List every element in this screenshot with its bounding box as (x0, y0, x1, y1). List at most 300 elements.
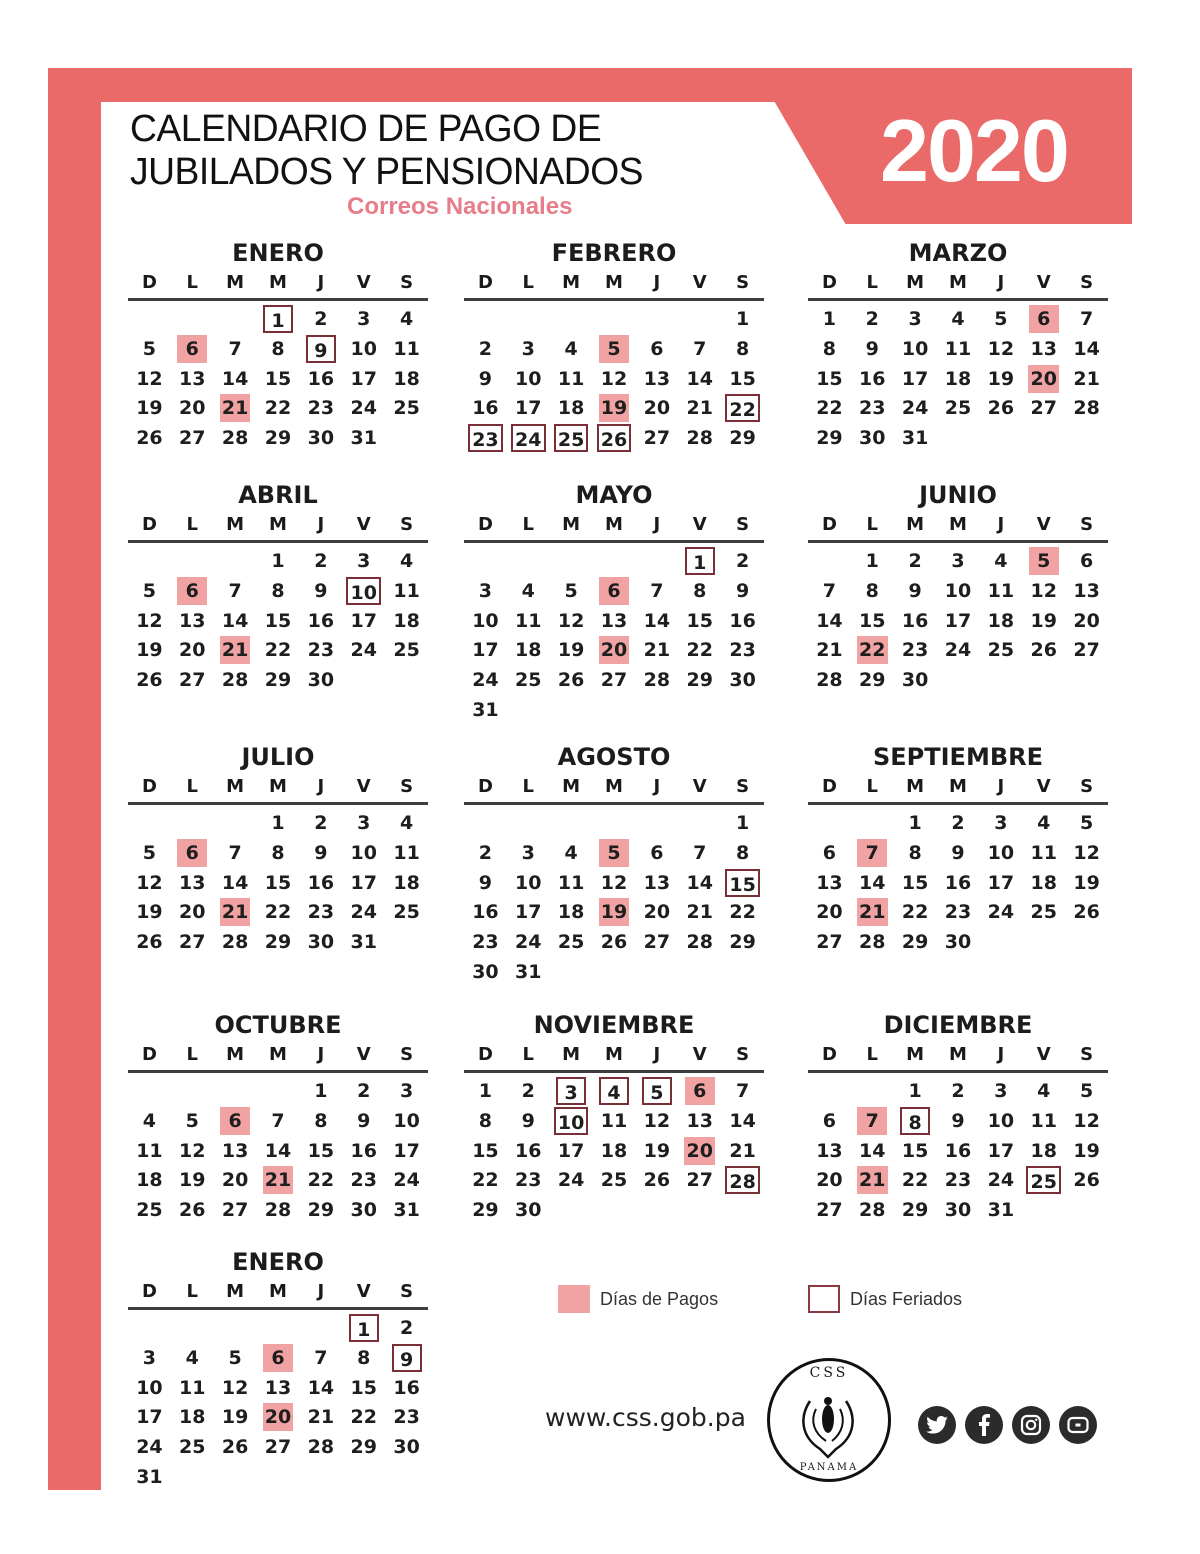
day-number: 10 (901, 337, 929, 360)
month-abril-2020 (128, 478, 428, 696)
payment-day-cell (593, 898, 636, 928)
weekday-header: D (477, 272, 493, 293)
day-cell (507, 394, 550, 424)
day-cell (342, 335, 385, 365)
day-number: 22 (857, 636, 887, 664)
day-number: 3 (521, 841, 535, 864)
day-number: 3 (908, 308, 922, 330)
weekday-header: S (400, 514, 414, 535)
day-number: 20 (816, 901, 843, 924)
day-number: 19 (599, 394, 629, 422)
day-cell (979, 1107, 1022, 1137)
day-cell (299, 365, 342, 395)
payment-day-cell (257, 1403, 300, 1433)
weekday-header: M (562, 776, 581, 797)
empty-cell (171, 1077, 214, 1107)
weekday-header: V (692, 514, 707, 535)
day-number: 22 (725, 394, 759, 422)
day-number: 26 (136, 427, 163, 450)
day-cell (593, 1166, 636, 1196)
day-number: 9 (314, 579, 328, 602)
twitter-icon[interactable] (918, 1406, 956, 1444)
day-number: 3 (951, 550, 965, 572)
day-number: 25 (554, 424, 588, 452)
day-cell (894, 1077, 937, 1107)
payment-day-cell (678, 1077, 721, 1107)
day-cell (808, 928, 851, 958)
day-cell (385, 1077, 428, 1107)
weekday-header-row (128, 1042, 428, 1073)
day-cell (464, 1166, 507, 1196)
day-number: 19 (1073, 1139, 1100, 1162)
day-number: 21 (857, 1166, 887, 1194)
day-cell (507, 365, 550, 395)
payment-day-cell (593, 335, 636, 365)
day-number: 22 (686, 639, 713, 662)
day-cell (385, 1137, 428, 1167)
day-cell (678, 394, 721, 424)
day-number: 12 (600, 871, 628, 894)
day-cell (937, 394, 980, 424)
empty-cell (464, 305, 507, 335)
day-cell (1065, 1137, 1108, 1167)
day-number: 6 (650, 841, 664, 864)
day-cell (721, 809, 764, 839)
day-number: 26 (597, 424, 631, 452)
day-cell (808, 424, 851, 454)
day-number: 31 (901, 427, 929, 450)
weekday-header: M (949, 776, 967, 797)
day-cell (507, 839, 550, 869)
day-number: 14 (307, 1376, 335, 1399)
payment-day-cell (678, 1137, 721, 1167)
day-cell (979, 1166, 1022, 1196)
weekday-header: L (186, 776, 199, 797)
day-cell (678, 839, 721, 869)
day-number: 4 (994, 550, 1008, 572)
day-number: 9 (306, 335, 336, 363)
day-cell (128, 666, 171, 696)
weekday-header: D (477, 514, 493, 535)
day-number: 24 (901, 397, 929, 420)
day-cell (128, 1463, 171, 1493)
legend-payment (558, 1285, 718, 1313)
weekday-header: L (866, 514, 879, 535)
day-number: 30 (515, 1199, 542, 1222)
day-cell (507, 577, 550, 607)
weekday-header: V (356, 776, 371, 797)
day-cell (808, 666, 851, 696)
day-cell (299, 1403, 342, 1433)
day-number: 4 (399, 812, 414, 834)
day-number: 9 (357, 1109, 371, 1132)
day-number: 3 (478, 579, 493, 602)
instagram-icon[interactable] (1012, 1406, 1050, 1444)
day-cell (464, 335, 507, 365)
day-number: 28 (221, 669, 249, 692)
payment-day-cell (214, 898, 257, 928)
day-number: 4 (1037, 1080, 1051, 1102)
day-number: 23 (944, 901, 972, 924)
day-cell (214, 928, 257, 958)
day-cell (979, 1077, 1022, 1107)
day-number: 25 (1030, 901, 1057, 924)
days-grid (128, 1077, 428, 1226)
day-number: 6 (650, 337, 664, 360)
weekday-header: M (226, 1281, 245, 1302)
day-cell (385, 1403, 428, 1433)
weekday-header: J (997, 776, 1005, 797)
month-title: ABRIL (238, 481, 318, 509)
website-link[interactable]: www.css.gob.pa (545, 1403, 746, 1432)
day-number: 2 (399, 1317, 414, 1339)
day-cell (299, 809, 342, 839)
day-cell (1065, 636, 1108, 666)
day-cell (1022, 809, 1065, 839)
day-cell (214, 869, 257, 899)
day-cell (979, 1196, 1022, 1226)
day-number: 16 (393, 1376, 420, 1399)
day-number: 5 (1079, 812, 1094, 834)
day-number: 19 (557, 639, 585, 662)
weekday-header: S (400, 1044, 414, 1065)
title-line-1: CALENDARIO DE PAGO DE (130, 108, 602, 150)
day-number: 5 (642, 1077, 672, 1105)
day-cell (937, 869, 980, 899)
day-number: 18 (1030, 1139, 1057, 1162)
day-number: 4 (185, 1346, 199, 1369)
day-cell (979, 305, 1022, 335)
day-number: 17 (350, 871, 377, 894)
day-cell (464, 928, 507, 958)
day-number: 27 (1030, 397, 1057, 420)
day-number: 10 (472, 609, 499, 632)
weekday-header: D (821, 776, 837, 797)
day-number: 20 (643, 397, 671, 420)
holiday-cell (342, 577, 385, 607)
day-number: 24 (350, 397, 377, 420)
day-cell (342, 1403, 385, 1433)
day-number: 21 (307, 1406, 335, 1429)
day-cell (299, 928, 342, 958)
weekday-header: S (736, 1044, 750, 1065)
day-cell (550, 928, 593, 958)
day-number: 20 (599, 636, 629, 664)
day-number: 6 (685, 1077, 715, 1105)
day-number: 10 (987, 841, 1015, 864)
payment-day-cell (1022, 547, 1065, 577)
day-cell (342, 839, 385, 869)
day-cell (894, 1166, 937, 1196)
day-cell (171, 1166, 214, 1196)
day-cell (678, 636, 721, 666)
day-cell (507, 958, 550, 988)
day-number: 24 (987, 901, 1015, 924)
day-number: 31 (515, 960, 542, 983)
day-number: 24 (515, 931, 542, 954)
day-number: 12 (136, 609, 163, 632)
weekday-header-row (808, 774, 1108, 805)
day-number: 2 (357, 1080, 371, 1102)
day-cell (257, 839, 300, 869)
holiday-cell (721, 869, 764, 899)
weekday-header: M (269, 1044, 287, 1065)
day-cell (171, 1403, 214, 1433)
day-number: 1 (685, 547, 715, 575)
day-number: 10 (554, 1107, 588, 1135)
day-cell (721, 424, 764, 454)
day-number: 15 (307, 1139, 335, 1162)
logo-top-text: CSS (809, 1365, 849, 1381)
payment-day-cell (851, 636, 894, 666)
empty-cell (808, 1077, 851, 1107)
day-number: 17 (557, 1139, 585, 1162)
day-number: 21 (1073, 367, 1100, 390)
day-cell (171, 869, 214, 899)
empty-cell (214, 809, 257, 839)
day-cell (937, 928, 980, 958)
day-cell (214, 1433, 257, 1463)
day-number: 8 (271, 337, 285, 360)
day-number: 6 (220, 1107, 250, 1135)
day-number: 27 (600, 669, 628, 692)
day-number: 12 (1073, 1109, 1100, 1132)
youtube-icon[interactable] (1059, 1406, 1097, 1444)
day-cell (894, 335, 937, 365)
payment-day-cell (214, 636, 257, 666)
weekday-header: M (605, 1044, 623, 1065)
day-number: 9 (521, 1109, 535, 1132)
weekday-header: D (141, 514, 157, 535)
empty-cell (550, 547, 593, 577)
month-title: SEPTIEMBRE (872, 743, 1043, 771)
day-number: 5 (142, 841, 157, 864)
weekday-header: M (906, 1044, 925, 1065)
empty-cell (214, 547, 257, 577)
day-cell (507, 1196, 550, 1226)
payment-day-cell (851, 898, 894, 928)
day-cell (1065, 1166, 1108, 1196)
holiday-cell (257, 305, 300, 335)
day-cell (171, 365, 214, 395)
weekday-header: M (226, 1044, 245, 1065)
day-number: 3 (399, 1080, 414, 1102)
day-number: 18 (557, 901, 585, 924)
day-number: 26 (987, 397, 1015, 420)
day-number: 6 (822, 1109, 837, 1132)
day-cell (721, 1107, 764, 1137)
day-number: 7 (1079, 308, 1094, 330)
day-cell (678, 607, 721, 637)
day-cell (808, 869, 851, 899)
empty-cell (635, 547, 678, 577)
day-number: 10 (393, 1109, 420, 1132)
empty-cell (550, 809, 593, 839)
day-number: 27 (643, 931, 671, 954)
day-number: 8 (271, 579, 285, 602)
day-cell (128, 424, 171, 454)
day-number: 23 (393, 1406, 420, 1429)
day-cell (128, 1374, 171, 1404)
day-number: 21 (816, 639, 843, 662)
day-number: 21 (220, 394, 250, 422)
day-cell (894, 869, 937, 899)
title-line-2: JUBILADOS Y PENSIONADOS (130, 151, 644, 193)
day-number: 28 (859, 931, 886, 954)
holiday-cell (342, 1314, 385, 1344)
weekday-header: J (997, 514, 1005, 535)
empty-cell (257, 1314, 300, 1344)
day-cell (257, 898, 300, 928)
day-cell (214, 424, 257, 454)
subtitle: Correos Nacionales (347, 193, 573, 220)
legend-payment-label: Días de Pagos (600, 1288, 719, 1309)
day-number: 27 (264, 1436, 292, 1459)
day-cell (1022, 335, 1065, 365)
empty-cell (678, 809, 721, 839)
day-cell (1022, 1077, 1065, 1107)
day-cell (808, 1196, 851, 1226)
holiday-cell (1022, 1166, 1065, 1196)
day-number: 7 (228, 337, 242, 360)
day-cell (593, 869, 636, 899)
day-cell (171, 607, 214, 637)
days-grid (808, 809, 1108, 958)
day-number: 7 (271, 1109, 285, 1132)
day-number: 20 (179, 639, 206, 662)
day-cell (550, 365, 593, 395)
day-number: 5 (185, 1109, 199, 1132)
day-cell (507, 636, 550, 666)
day-number: 25 (179, 1436, 206, 1459)
day-cell (678, 666, 721, 696)
day-cell (678, 577, 721, 607)
day-number: 31 (136, 1465, 163, 1488)
day-number: 12 (557, 609, 585, 632)
day-cell (385, 869, 428, 899)
day-cell (385, 1166, 428, 1196)
day-cell (721, 607, 764, 637)
day-number: 19 (1073, 871, 1100, 894)
day-cell (635, 424, 678, 454)
weekday-header: M (562, 272, 581, 293)
day-number: 30 (393, 1436, 420, 1459)
day-number: 23 (350, 1169, 377, 1192)
day-number: 9 (314, 841, 328, 864)
day-number: 30 (944, 931, 972, 954)
day-number: 29 (901, 1199, 929, 1222)
day-number: 10 (515, 871, 542, 894)
empty-cell (808, 809, 851, 839)
weekday-header: D (821, 514, 837, 535)
day-cell (257, 869, 300, 899)
weekday-header: D (477, 776, 493, 797)
page-title (130, 108, 643, 194)
month-title: JULIO (241, 743, 315, 771)
empty-cell (593, 547, 636, 577)
day-number: 1 (865, 550, 879, 572)
day-cell (299, 1344, 342, 1374)
day-number: 29 (307, 1199, 335, 1222)
day-cell (635, 636, 678, 666)
day-cell (214, 577, 257, 607)
days-grid (128, 547, 428, 696)
day-cell (171, 636, 214, 666)
day-number: 28 (307, 1436, 335, 1459)
day-number: 13 (643, 871, 671, 894)
day-number: 20 (643, 901, 671, 924)
day-cell (894, 365, 937, 395)
day-number: 4 (521, 579, 535, 602)
day-number: 12 (136, 367, 163, 390)
day-number: 23 (472, 931, 499, 954)
day-number: 31 (472, 698, 499, 721)
day-number: 24 (350, 901, 377, 924)
day-cell (385, 809, 428, 839)
empty-cell (257, 1077, 300, 1107)
day-cell (128, 1403, 171, 1433)
day-number: 7 (822, 579, 837, 602)
day-cell (808, 1137, 851, 1167)
day-cell (257, 1433, 300, 1463)
month-enero-2020 (128, 236, 428, 454)
day-number: 18 (557, 397, 585, 420)
day-number: 7 (650, 579, 664, 602)
day-cell (979, 607, 1022, 637)
day-number: 11 (179, 1376, 206, 1399)
day-cell (894, 577, 937, 607)
day-cell (464, 636, 507, 666)
day-cell (342, 1077, 385, 1107)
month-title: AGOSTO (557, 743, 671, 771)
day-cell (464, 1137, 507, 1167)
month-marzo-2020 (808, 236, 1108, 454)
day-cell (299, 1137, 342, 1167)
weekday-header: M (605, 776, 623, 797)
day-number: 1 (263, 305, 293, 333)
facebook-icon[interactable] (965, 1406, 1003, 1444)
day-cell (214, 1374, 257, 1404)
day-cell (937, 335, 980, 365)
day-number: 1 (349, 1314, 379, 1342)
month-septiembre-2020 (808, 740, 1108, 958)
day-cell (128, 869, 171, 899)
day-cell (299, 839, 342, 869)
weekday-header: D (141, 1281, 157, 1302)
weekday-header: S (1080, 272, 1094, 293)
day-cell (257, 335, 300, 365)
month-title: ENERO (232, 239, 324, 267)
day-cell (342, 1166, 385, 1196)
day-number: 23 (307, 639, 335, 662)
day-number: 8 (735, 841, 750, 864)
day-number: 22 (816, 397, 843, 420)
holiday-cell (507, 424, 550, 454)
day-number: 12 (987, 337, 1015, 360)
day-cell (808, 335, 851, 365)
day-number: 8 (735, 337, 750, 360)
day-number: 31 (350, 931, 377, 954)
weekday-header: J (317, 514, 325, 535)
weekday-header-row (128, 512, 428, 543)
day-cell (342, 1196, 385, 1226)
day-cell (979, 1137, 1022, 1167)
day-number: 27 (179, 669, 206, 692)
day-number: 13 (221, 1139, 249, 1162)
day-cell (507, 1137, 550, 1167)
legend-holiday-label: Días Feriados (850, 1288, 963, 1309)
day-cell (635, 577, 678, 607)
